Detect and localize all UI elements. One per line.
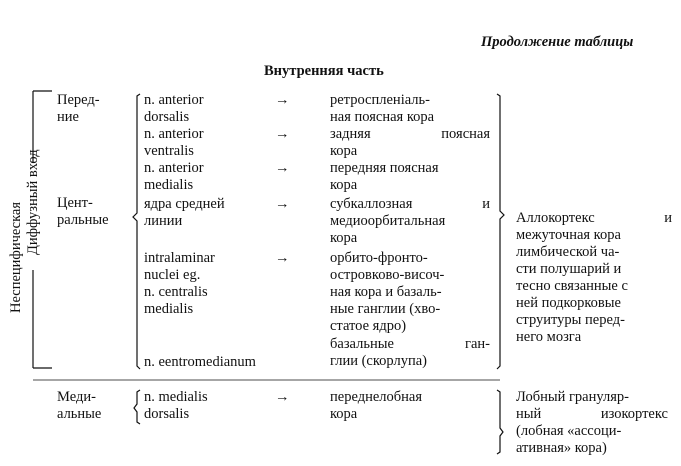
arrow-icon: → [275, 250, 290, 266]
nucleus-centromedianum: n. eentromedianum [144, 354, 256, 370]
target-6-line3: статое ядро) [330, 318, 407, 334]
summary-central-line1: Аллокортекс и [516, 210, 672, 226]
nucleus-midline-2: линии [144, 213, 183, 229]
target-medial-line1: переднелобная [330, 389, 422, 405]
target-2-line2: кора [330, 143, 358, 159]
summary-central-line7: струитуры перед- [516, 312, 625, 328]
side-label-line1: Неспецифическая [8, 201, 24, 313]
nucleus-anterior-ventralis-1: n. anterior [144, 126, 204, 142]
nucleus-anterior-medialis-1: n. anterior [144, 160, 204, 176]
continuation-note: Продолжение таблицы [481, 34, 634, 50]
nucleus-medialis-dorsalis-2: dorsalis [144, 406, 190, 422]
nucleus-centralis-medialis-1: n. centralis [144, 284, 208, 300]
nucleus-medialis-dorsalis-1: n. medialis [144, 389, 208, 405]
target-4-line1: субкаллозная и [330, 196, 490, 212]
group-label-medial-1: Меди- [57, 389, 96, 405]
nucleus-anterior-dorsalis-2: dorsalis [144, 109, 190, 125]
target-1-line1: ретроспленіаль- [330, 92, 430, 108]
target-7-line1: базальные ган- [330, 336, 490, 352]
summary-medial-line3: (лобная «ассоци- [516, 423, 622, 439]
arrow-icon: → [275, 126, 290, 142]
target-medial-line2: кора [330, 406, 358, 422]
group-label-central-2: ральные [57, 212, 109, 228]
summary-medial-line1: Лобный грануляр- [516, 389, 629, 405]
target-3-line1: передняя поясная [330, 160, 439, 176]
summary-central-line5: тесно связанные с [516, 278, 628, 294]
nucleus-centralis-medialis-2: medialis [144, 301, 194, 317]
target-2-line1: задняя поясная [330, 126, 490, 142]
nucleus-anterior-dorsalis-1: n. anterior [144, 92, 204, 108]
group-label-anterior-1: Перед- [57, 92, 100, 108]
summary-central-line2: межуточная кора [516, 227, 621, 243]
target-4-line2: медиоорбитальная [330, 213, 446, 229]
arrow-icon: → [275, 160, 290, 176]
summary-medial-line4: ативная» кора) [516, 440, 607, 456]
nucleus-midline-1: ядра средней [144, 196, 225, 212]
target-1-line2: ная поясная кора [330, 109, 435, 125]
target-7-line2: глии (скорлупа) [330, 353, 427, 369]
target-3-line2: кора [330, 177, 358, 193]
nucleus-anterior-medialis-2: medialis [144, 177, 194, 193]
arrow-icon: → [275, 389, 290, 405]
section-title: Внутренняя часть [264, 63, 384, 79]
summary-central-line8: него мозга [516, 329, 582, 345]
arrow-icon: → [275, 92, 290, 108]
target-6-line1: ная кора и базаль- [330, 284, 442, 300]
group-label-medial-2: альные [57, 406, 102, 422]
nucleus-intralaminar-1: intralaminar [144, 250, 215, 266]
group-label-anterior-2: ние [57, 109, 79, 125]
target-6-line2: ные ганглии (хво- [330, 301, 441, 317]
target-5-line2: островково-височ- [330, 267, 445, 283]
nucleus-intralaminar-2: nuclei eg. [144, 267, 201, 283]
summary-central-line6: ней подкорковые [516, 295, 621, 311]
group-label-central-1: Цент- [57, 195, 93, 211]
summary-central-line4: сти полушарий и [516, 261, 622, 277]
arrow-icon: → [275, 196, 290, 212]
summary-central-line3: лимбической ча- [516, 244, 620, 260]
summary-medial-line2: ный изокортекс [516, 406, 668, 422]
target-5-line1: орбито-фронто- [330, 250, 428, 266]
nucleus-anterior-ventralis-2: ventralis [144, 143, 194, 159]
target-4-line3: кора [330, 230, 358, 246]
side-label-line2: Диффузный вход [25, 149, 41, 255]
